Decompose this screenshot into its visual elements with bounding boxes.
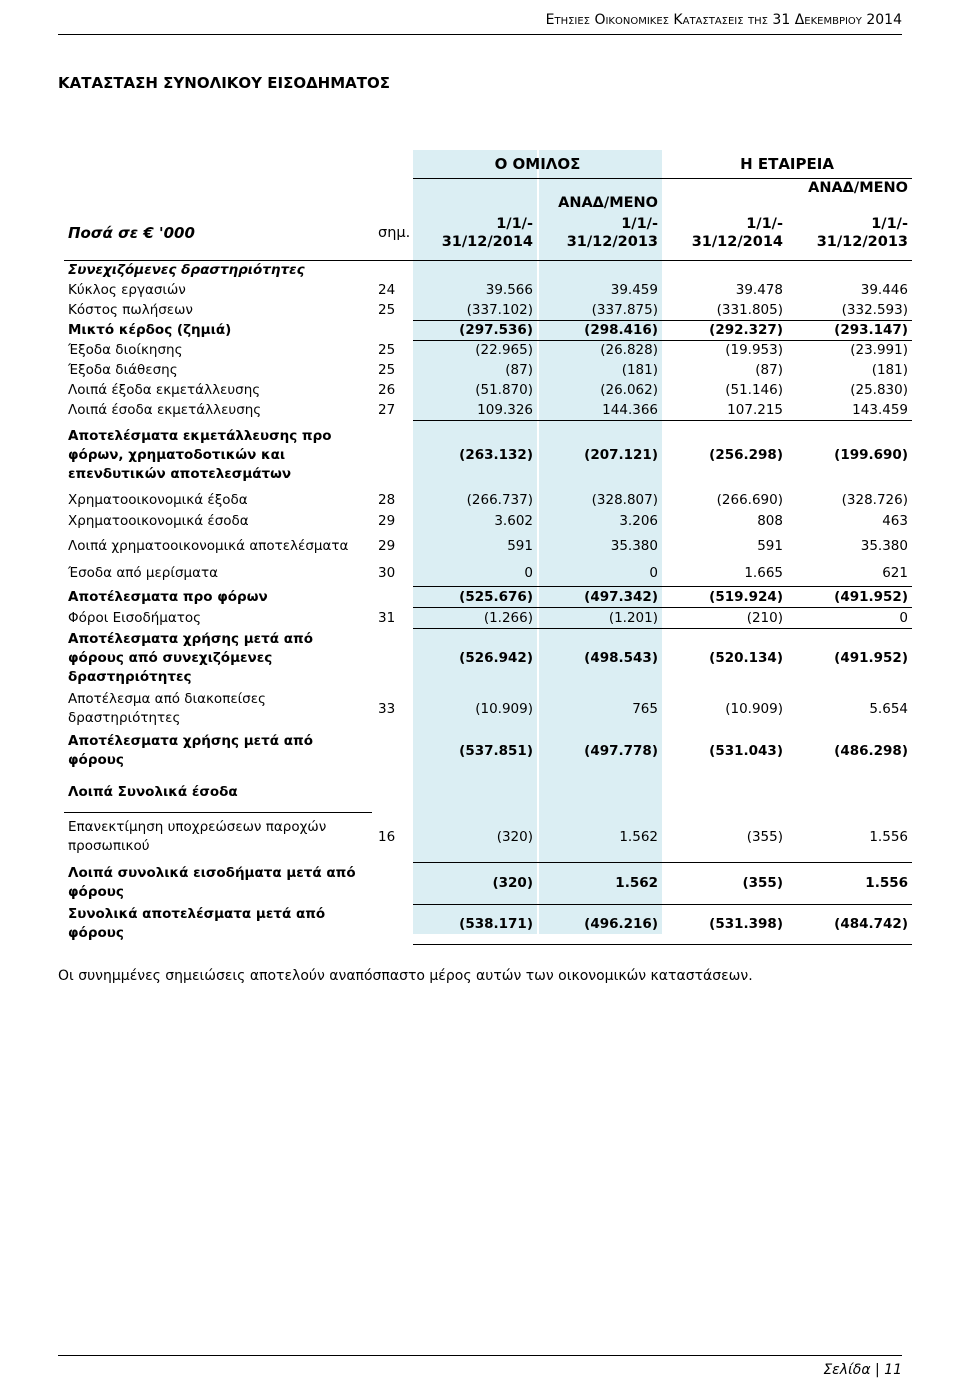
income-statement-table	[64, 150, 912, 945]
cell-group-2014: (1.266)	[413, 607, 537, 628]
cell-group-2013: (498.543)	[584, 650, 658, 667]
row-note: 28	[378, 492, 396, 508]
period-end: 31/12/2013	[816, 234, 908, 250]
table-row	[64, 400, 912, 420]
row-label: Φόροι Εισοδήματος	[68, 609, 202, 626]
cell-company-2014: (210)	[662, 607, 787, 628]
cell-group-2014: (320)	[413, 812, 537, 862]
period-header-company-2014	[662, 212, 787, 254]
cell-group-2014: (538.171)	[413, 904, 537, 944]
row-note	[372, 904, 413, 944]
cell-group-2013: (26.062)	[600, 382, 658, 398]
cell-group-2014: (526.942)	[459, 650, 533, 667]
row-label: Λοιπά έξοδα εκμετάλλευσης	[68, 382, 261, 398]
cell-company-2014: (355)	[662, 812, 787, 862]
cell-group-2014: (51.870)	[475, 382, 533, 398]
cell-group-2014	[413, 772, 537, 812]
cell-group-2013	[537, 772, 662, 812]
table-row	[64, 420, 912, 490]
period-start: 1/1/-	[496, 216, 533, 232]
row-label: Μικτό κέρδος (ζημιά)	[68, 322, 232, 338]
cell-group-2013: (328.807)	[591, 492, 658, 508]
cell-company-2013: (23.991)	[850, 342, 908, 359]
cell-company-2013: (181)	[871, 362, 908, 378]
table-row	[64, 360, 912, 380]
cell-group-2014: (263.132)	[459, 447, 533, 464]
row-label: Έσοδα από μερίσματα	[68, 565, 219, 581]
row-label: Κύκλος εργασιών	[68, 282, 186, 298]
restated-header-row	[64, 178, 912, 212]
cell-group-2014: 0	[413, 560, 537, 586]
row-note: 33	[378, 701, 396, 717]
cell-company-2014: (256.298)	[709, 447, 783, 464]
row-note: 29	[378, 513, 396, 529]
header-title-part: 2014	[866, 12, 902, 28]
header-divider	[58, 34, 902, 35]
table-row	[64, 560, 912, 586]
cell-company-2013: 463	[882, 513, 908, 529]
row-label: Χρηματοοικονομικά έξοδα	[68, 492, 248, 508]
cell-company-2014: 591	[757, 538, 783, 554]
cell-group-2013: 1.562	[537, 812, 662, 862]
cell-group-2013: 765	[632, 701, 658, 717]
row-label: Λοιπά συνολικά εισοδήματα μετά από φόρους	[68, 865, 356, 900]
row-label: Χρηματοοικονομικά έσοδα	[68, 513, 249, 529]
row-label: Έξοδα διάθεσης	[68, 362, 178, 378]
header-title-part: Ετησιες Οικονομικες Καταστασεις της	[545, 12, 773, 28]
entity-header-row	[64, 150, 912, 178]
table-row	[64, 532, 912, 560]
header-title-part: 31	[772, 12, 795, 28]
cell-company-2013: (199.690)	[834, 447, 908, 464]
period-header-group-2013	[537, 212, 662, 254]
cell-group-2014: 39.566	[485, 282, 533, 298]
cell-company-2013: (491.952)	[787, 586, 912, 607]
cell-company-2014: (292.327)	[662, 320, 787, 340]
row-note: 24	[378, 282, 396, 298]
cell-group-2013: (497.778)	[584, 743, 658, 759]
period-end: 31/12/2014	[691, 234, 783, 250]
company-header: Η ΕΤΑΙΡΕΙΑ	[662, 150, 912, 178]
cell-group-2013: (207.121)	[584, 447, 658, 464]
cell-company-2013: (484.742)	[787, 904, 912, 944]
cell-company-2014: 107.215	[662, 400, 787, 420]
footnote: Οι συνημμένες σημειώσεις αποτελούν αναπόσπαστο μέρος αυτών των οικονομικών καταστάσεων.	[58, 968, 753, 984]
cell-company-2014: (331.805)	[662, 300, 787, 320]
cell-company-2014: (519.924)	[662, 586, 787, 607]
table-row	[64, 300, 912, 320]
period-header-company-2013	[787, 212, 912, 254]
row-note	[372, 320, 413, 340]
cell-company-2014: (355)	[662, 862, 787, 904]
table-row	[64, 380, 912, 400]
row-note: 16	[378, 829, 396, 845]
row-note: 25	[378, 342, 396, 358]
cell-company-2013: 39.446	[860, 282, 908, 298]
period-end: 31/12/2014	[441, 234, 533, 250]
cell-group-2014: (337.102)	[413, 300, 537, 320]
document-header	[546, 12, 902, 28]
cell-group-2014: (10.909)	[475, 701, 533, 717]
period-header-group-2014	[413, 212, 537, 254]
cell-company-2013: (293.147)	[787, 320, 912, 340]
table-row	[64, 904, 912, 944]
cell-group-2014: (87)	[505, 362, 533, 378]
company-restated-label: ΑΝΑΔ/ΜΕΝΟ	[808, 179, 908, 196]
cell-company-2013: 5.654	[869, 701, 908, 717]
cell-group-2013: 1.562	[537, 862, 662, 904]
table-row	[64, 510, 912, 532]
row-note: 29	[378, 538, 396, 554]
cell-company-2013: (25.830)	[850, 382, 908, 398]
row-label: Αποτέλεσμα από διακοπείσες δραστηριότητες	[68, 691, 266, 726]
cell-company-2014: 808	[757, 513, 783, 529]
cell-group-2014: (266.737)	[466, 492, 533, 508]
cell-company-2014: 1.665	[662, 560, 787, 586]
row-label: Λοιπά Συνολικά έσοδα	[64, 772, 372, 812]
section-row	[64, 260, 912, 280]
period-header-row	[64, 212, 912, 254]
cell-company-2013: 621	[787, 560, 912, 586]
page-number-value: 11	[884, 1362, 902, 1378]
cell-group-2013: (26.828)	[600, 342, 658, 359]
table-row	[64, 812, 912, 862]
cell-group-2014: (320)	[413, 862, 537, 904]
table-row	[64, 862, 912, 904]
table-row	[64, 628, 912, 688]
row-note: 31	[378, 609, 396, 626]
table-row	[64, 340, 912, 360]
row-label: Λοιπά χρηματοοικονομικά αποτελέσματα	[68, 538, 349, 554]
period-start: 1/1/-	[621, 216, 658, 232]
section-continuing-label: Συνεχιζόμενες δραστηριότητες	[68, 262, 305, 279]
cell-company-2014: (520.134)	[709, 650, 783, 667]
cell-group-2013: (496.216)	[537, 904, 662, 944]
cell-company-2014: 39.478	[735, 282, 783, 298]
row-label: Κόστος πωλήσεων	[68, 302, 193, 318]
row-label: Αποτελέσματα εκμετάλλευσης προ φόρων, χρηματοδοτικών και επενδυτικών αποτελεσμάτων	[68, 427, 332, 482]
row-note: 27	[378, 402, 396, 418]
page-separator: |	[875, 1362, 880, 1378]
cell-group-2013: (337.875)	[537, 300, 662, 320]
cell-company-2014: (266.690)	[716, 492, 783, 508]
cell-group-2014: 109.326	[413, 400, 537, 420]
cell-company-2013: (328.726)	[841, 492, 908, 508]
cell-group-2014: (297.536)	[413, 320, 537, 340]
cell-group-2013: (181)	[621, 362, 658, 378]
row-label: Λοιπά έσοδα εκμετάλλευσης	[68, 402, 262, 418]
page-number	[823, 1362, 902, 1378]
cell-company-2014: (87)	[755, 362, 783, 378]
row-label: Συνολικά αποτελέσματα μετά από φόρους	[68, 906, 326, 941]
table-row	[64, 688, 912, 730]
amounts-label: Ποσά σε € '000	[68, 224, 195, 242]
cell-group-2014: (525.676)	[413, 586, 537, 607]
cell-company-2013: (332.593)	[787, 300, 912, 320]
page-title: ΚΑΤΑΣΤΑΣΗ ΣΥΝΟΛΙΚΟΥ ΕΙΣΟΔΗΜΑΤΟΣ	[58, 74, 390, 92]
cell-company-2013: (486.298)	[834, 743, 908, 759]
period-end: 31/12/2013	[566, 234, 658, 250]
table-row	[64, 607, 912, 628]
period-start: 1/1/-	[746, 216, 783, 232]
table-row	[64, 320, 912, 340]
cell-company-2013: 35.380	[860, 538, 908, 554]
header-title-part: Δεκεμβριου	[794, 12, 867, 28]
page-word: Σελίδα	[823, 1362, 871, 1378]
table-row	[64, 730, 912, 772]
cell-company-2014: (10.909)	[725, 701, 783, 717]
table-row	[64, 772, 912, 812]
row-note: 26	[378, 382, 396, 398]
cell-group-2013: (298.416)	[537, 320, 662, 340]
cell-group-2014: (22.965)	[475, 342, 533, 359]
cell-group-2013: (497.342)	[537, 586, 662, 607]
cell-company-2013	[787, 772, 912, 812]
note-header: σημ.	[378, 225, 411, 241]
cell-company-2014: (531.398)	[662, 904, 787, 944]
row-label: Έξοδα διοίκησης	[68, 342, 183, 358]
table-row	[64, 490, 912, 510]
row-note	[372, 586, 413, 607]
cell-company-2013: 1.556	[787, 862, 912, 904]
cell-company-2013: 1.556	[787, 812, 912, 862]
cell-group-2013: 39.459	[610, 282, 658, 298]
row-label: Αποτέλεσματα προ φόρων	[68, 588, 268, 605]
row-note	[372, 862, 413, 904]
cell-company-2013: (491.952)	[834, 650, 908, 667]
group-header: Ο ΟΜΙΛΟΣ	[413, 150, 662, 178]
cell-group-2014: (537.851)	[459, 743, 533, 759]
cell-group-2014: 591	[507, 538, 533, 554]
row-note	[372, 730, 413, 772]
row-label: Αποτέλεσματα χρήσης μετά από φόρους	[68, 733, 313, 768]
cell-group-2013: 144.366	[537, 400, 662, 420]
cell-company-2014: (19.953)	[725, 342, 783, 359]
row-label: Αποτέλεσματα χρήσης μετά από φόρους από συνεχιζόμενες δραστηριότητες	[68, 630, 313, 685]
row-note: 25	[378, 302, 396, 318]
table-row	[64, 280, 912, 300]
group-restated-label: ΑΝΑΔ/ΜΕΝΟ	[558, 195, 658, 211]
row-label: Επανεκτίμηση υποχρεώσεων παροχών προσωπικού	[68, 819, 327, 855]
row-note: 25	[378, 362, 396, 378]
period-start: 1/1/-	[871, 216, 908, 232]
cell-company-2014: (531.043)	[709, 743, 783, 759]
row-note	[372, 772, 413, 812]
cell-company-2014	[662, 772, 787, 812]
cell-group-2013: 3.206	[619, 513, 658, 529]
row-note	[372, 420, 413, 490]
cell-company-2013: 0	[787, 607, 912, 628]
row-note: 30	[378, 565, 396, 581]
cell-company-2013: 143.459	[787, 400, 912, 420]
row-note	[372, 628, 413, 688]
footer-divider	[58, 1355, 902, 1356]
cell-group-2013: 35.380	[610, 538, 658, 554]
cell-company-2014: (51.146)	[725, 382, 783, 398]
cell-group-2013: 0	[537, 560, 662, 586]
cell-group-2014: 3.602	[494, 513, 533, 529]
cell-group-2013: (1.201)	[537, 607, 662, 628]
table-row	[64, 586, 912, 607]
